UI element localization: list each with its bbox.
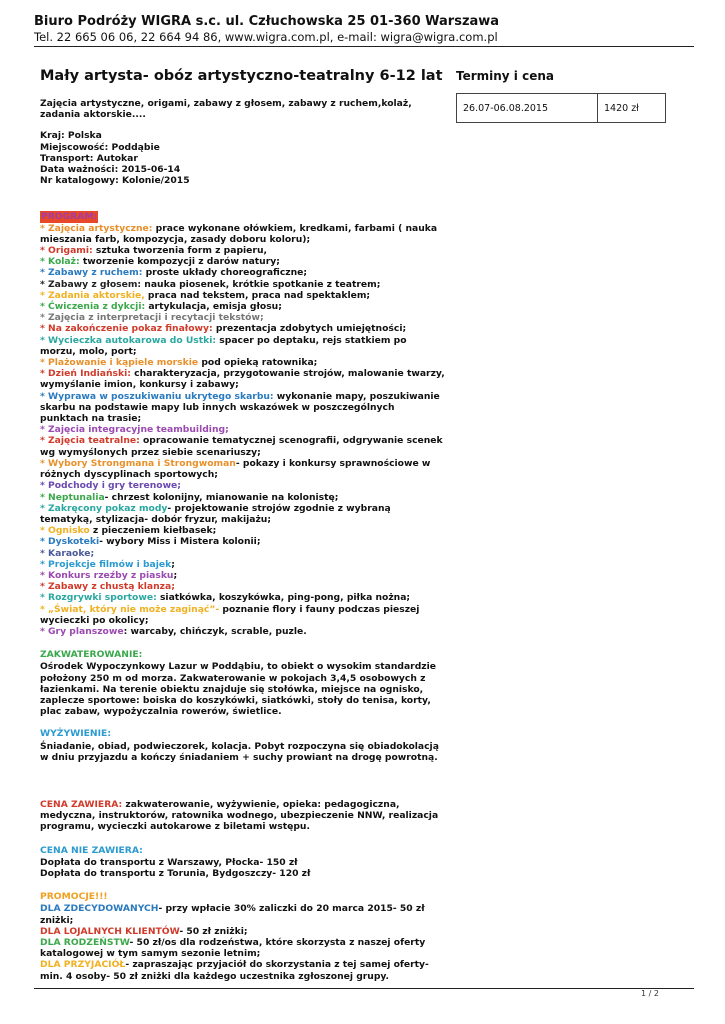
section-price-includes bbox=[40, 799, 445, 833]
program-item bbox=[40, 492, 445, 503]
program-item-key: * Wyprawa w poszukiwaniu ukrytego skarbu: bbox=[40, 390, 274, 402]
program-item-text: ; bbox=[173, 569, 178, 581]
program-item-key: * Karaoke; bbox=[40, 547, 95, 559]
program-item-key: * Zabawy z ruchem: bbox=[40, 267, 143, 279]
promotion-item bbox=[40, 903, 445, 925]
term-dates: 26.07-06.08.2015 bbox=[457, 94, 598, 123]
program-item-text: opracowanie tematycznej scenografii, odgrywanie scenek wg wymyślonych przez siebie scenariuszy; bbox=[40, 435, 443, 458]
promotion-key: DLA PRZYJACIÓŁ bbox=[40, 959, 126, 971]
program-item-key: * Zajęcia teatralne: bbox=[40, 435, 140, 447]
program-item bbox=[40, 312, 445, 323]
program-item-key: * Gry planszowe bbox=[40, 625, 124, 637]
program-item-text: sztuka tworzenia form z papieru, bbox=[92, 245, 267, 257]
price-excludes-title: CENA NIE ZAWIERA: bbox=[40, 844, 143, 856]
dates-price-panel bbox=[456, 66, 666, 123]
price-includes-title: CENA ZAWIERA: bbox=[40, 798, 123, 810]
promotion-key: DLA RODZEŃSTW bbox=[40, 937, 130, 948]
program-item-key: * Neptunalia bbox=[40, 491, 105, 503]
promotion-key: DLA LOJALNYCH KLIENTÓW bbox=[40, 925, 180, 937]
program-item-key: * Ćwiczenia z dykcji: bbox=[40, 301, 146, 313]
program-item-text: charakteryzacja, przygotowanie strojów, malowanie twarzy, wymyślanie imion, konkursy i zabawy; bbox=[40, 368, 445, 391]
program-item-key: * Plażowanie i kąpiele morskie bbox=[40, 357, 199, 369]
program-item-key: * Konkurs rzeźby z piasku bbox=[40, 569, 174, 581]
program-item bbox=[40, 626, 445, 637]
meta-line: Kraj: Polska bbox=[40, 130, 102, 142]
program-item-key: * Zajęcia z interpretacji i recytacji tekstów; bbox=[40, 312, 264, 324]
program-item-key: * Dyskoteki bbox=[40, 536, 100, 548]
promotion-text: - 50 zł zniżki; bbox=[179, 925, 248, 937]
program-item-key: * Podchody i gry terenowe; bbox=[40, 480, 181, 492]
program-item bbox=[40, 559, 445, 570]
program-item bbox=[40, 323, 445, 334]
program-item bbox=[40, 279, 445, 290]
program-item bbox=[40, 267, 445, 278]
program-item bbox=[40, 424, 445, 435]
program-item bbox=[40, 581, 445, 592]
table-row bbox=[457, 94, 666, 123]
footer-divider bbox=[34, 988, 694, 989]
program-item bbox=[40, 480, 445, 491]
program-item-text: - chrzest kolonijny, mianowanie na kolonistę; bbox=[104, 491, 339, 503]
promotion-text: - 50 zł/os dla rodzeństwa, które skorzysta z naszej oferty katalogowej w tym samym sezonie letnim; bbox=[40, 937, 426, 960]
program-list bbox=[40, 223, 445, 638]
section-food bbox=[40, 728, 445, 763]
lead-text: Zajęcia artystyczne, origami, zabawy z głosem, zabawy z ruchem,kolaż, zadania aktorskie.... bbox=[40, 98, 412, 121]
meta-line: Miejscowość: Poddąbie bbox=[40, 141, 160, 153]
header-divider bbox=[34, 46, 694, 47]
program-item-key: * Zabawy z chustą klanza; bbox=[40, 581, 175, 593]
price-excludes-line: Dopłata do transportu z Warszawy, Płocka- 150 zł bbox=[40, 856, 298, 868]
accommodation-text: Ośrodek Wypoczynkowy Lazur w Poddąbiu, to obiekt o wysokim standardzie położony 250 m od morza. Zakwaterowanie w pokojach 3,4,5 osobowych z łazienkami. Na terenie obiektu znajduje się stołówka, miejsce na ognisko, zaplecze sportowe: boiska do koszykówki, siatkówki, stoły do tenisa, korty, plac zabaw, wypożyczalnia rowerów, świetlice. bbox=[40, 661, 437, 718]
program-item-text: tworzenie kompozycji z darów natury; bbox=[79, 256, 280, 268]
program-item bbox=[40, 357, 445, 368]
program-item bbox=[40, 435, 445, 457]
food-title: WYŻYWIENIE: bbox=[40, 728, 111, 740]
program-item-key: * Dzień Indiański: bbox=[40, 368, 131, 380]
program-item-text: nauka piosenek, krótkie spotkanie z teatrem; bbox=[141, 278, 381, 290]
page-number: 1 / 2 bbox=[641, 989, 659, 998]
program-item bbox=[40, 245, 445, 256]
program-item-text: spacer po deptaku, rejs statkiem po morzu, molo, port; bbox=[40, 334, 407, 357]
program-item-text: - pokazy i konkursy sprawnościowe w różnych dyscyplinach sportowych; bbox=[40, 457, 431, 481]
program-item-text: z pieczeniem kiełbasek; bbox=[89, 525, 217, 537]
promotion-item bbox=[40, 926, 445, 937]
program-item bbox=[40, 368, 445, 390]
offer-body bbox=[40, 66, 445, 982]
program-item bbox=[40, 503, 445, 525]
promotion-item bbox=[40, 959, 445, 981]
dates-price-title: Terminy i cena bbox=[456, 69, 554, 83]
food-text: Śniadanie, obiad, podwieczorek, kolacja. Pobyt rozpoczyna się obiadokolacją w dniu przyjazdu a kończy śniadaniem + suchy prowiant na drogę powrotną. bbox=[40, 740, 439, 763]
program-item bbox=[40, 290, 445, 301]
price-includes-text: zakwaterowanie, wyżywienie, opieka: pedagogiczna, medyczna, instruktorów, ratownika wodnego, ubezpieczenie NNW, realizacja programu, wycieczki autokarowe z biletami wstępu. bbox=[40, 798, 439, 833]
program-item-text: proste układy choreograficzne; bbox=[142, 267, 308, 279]
program-item-key: * „Świat, który nie może zaginąć”- bbox=[40, 603, 220, 615]
program-item bbox=[40, 301, 445, 312]
meta-line: Nr katalogowy: Kolonie/2015 bbox=[40, 175, 190, 187]
program-item-text: prezentacja zdobytych umiejętności; bbox=[212, 323, 407, 335]
program-item-key: * Kolaż: bbox=[40, 256, 80, 268]
program-item-text: : warcaby, chińczyk, scrable, puzle. bbox=[123, 625, 307, 637]
program-item-key: * Zajęcia integracyjne teambuilding; bbox=[40, 424, 229, 436]
program-item-text: prace wykonane ołówkiem, kredkami, farbami ( nauka mieszania farb, kompozycja, zasady doboru koloru); bbox=[40, 222, 438, 245]
program-item-text: pod opieką ratownika; bbox=[198, 357, 318, 369]
program-item-text: siatkówka, koszykówka, ping-pong, piłka nożna; bbox=[156, 592, 411, 604]
letterhead bbox=[34, 14, 694, 45]
program-item bbox=[40, 592, 445, 603]
company-address: Biuro Podróży WIGRA s.c. ul. Człuchowska 25 01-360 Warszawa bbox=[34, 14, 500, 29]
program-item-text: - projektowanie strojów zgodnie z wybraną tematyką, stylizacja- dobór fryzur, makijażu; bbox=[40, 502, 391, 525]
accommodation-title: ZAKWATEROWANIE: bbox=[40, 649, 143, 661]
page-title: Mały artysta- obóz artystyczno-teatralny 6-12 lat bbox=[40, 68, 443, 84]
program-item-key: * Projekcje filmów i bajek bbox=[40, 558, 172, 570]
section-accommodation bbox=[40, 649, 445, 717]
program-item-key: * Rozgrywki sportowe: bbox=[40, 592, 157, 604]
program-item bbox=[40, 256, 445, 267]
program-item-key: * Zajęcia artystyczne: bbox=[40, 222, 153, 234]
program-item-text: artykulacja, emisja głosu; bbox=[145, 301, 282, 313]
promotions-title: PROMOCJE!!! bbox=[40, 891, 108, 903]
program-item-text: poznanie flory i fauny podczas pieszej wycieczki po okolicy; bbox=[40, 603, 420, 626]
meta-line: Transport: Autokar bbox=[40, 152, 138, 164]
program-item bbox=[40, 570, 445, 581]
program-item-key: * Wycieczka autokarowa do Ustki: bbox=[40, 334, 217, 346]
section-promotions bbox=[40, 891, 445, 982]
price-excludes-line: Dopłata do transportu z Torunia, Bydgoszczy- 120 zł bbox=[40, 867, 311, 879]
meta-list bbox=[40, 130, 445, 186]
promotion-item bbox=[40, 937, 445, 959]
program-item-key: * Zakręcony pokaz mody bbox=[40, 502, 168, 514]
program-item-key: * Wybory Strongmana i Strongwoman bbox=[40, 457, 236, 469]
program-item bbox=[40, 335, 445, 357]
program-item-key: * Na zakończenie pokaz finałowy: bbox=[40, 323, 213, 335]
program-item-text: ; bbox=[171, 558, 175, 570]
program-item bbox=[40, 536, 445, 547]
program-item bbox=[40, 391, 445, 425]
dates-price-table bbox=[456, 93, 666, 123]
term-price: 1420 zł bbox=[598, 94, 666, 123]
program-item bbox=[40, 223, 445, 245]
program-item bbox=[40, 604, 445, 626]
section-price-excludes bbox=[40, 845, 445, 880]
promotions-list bbox=[40, 903, 445, 981]
program-item-text: - wybory Miss i Mistera kolonii; bbox=[99, 536, 261, 548]
program-item-key: * Zabawy z głosem: bbox=[40, 278, 142, 290]
program-item bbox=[40, 548, 445, 559]
program-item bbox=[40, 458, 445, 480]
promotion-key: DLA ZDECYDOWANYCH bbox=[40, 903, 159, 915]
program-item-text: praca nad tekstem, praca nad spektaklem; bbox=[144, 289, 371, 301]
program-item-text: wykonanie mapy, poszukiwanie skarbu na podstawie mapy lub innych wskazówek w poszczególnych punktach na trasie; bbox=[40, 390, 440, 425]
company-contact: Tel. 22 665 06 06, 22 664 94 86, www.wigra.com.pl, e-mail: wigra@wigra.com.pl bbox=[34, 30, 498, 44]
promotion-text: - zapraszając przyjaciół do skorzystania z tej samej oferty- min. 4 osoby- 50 zł zniżki dla każdego uczestnika zgłoszonej grupy. bbox=[40, 959, 429, 982]
program-item-key: * Zadania aktorskie, bbox=[40, 289, 145, 301]
promotion-text: - przy wpłacie 30% zaliczki do 20 marca 2015- 50 zł zniżki; bbox=[40, 903, 425, 926]
meta-line: Data ważności: 2015-06-14 bbox=[40, 164, 181, 176]
program-item bbox=[40, 525, 445, 536]
program-item-key: * Ognisko bbox=[40, 525, 90, 537]
program-label: PROGRAM: bbox=[41, 211, 98, 223]
program-item-key: * Origami: bbox=[40, 245, 93, 257]
